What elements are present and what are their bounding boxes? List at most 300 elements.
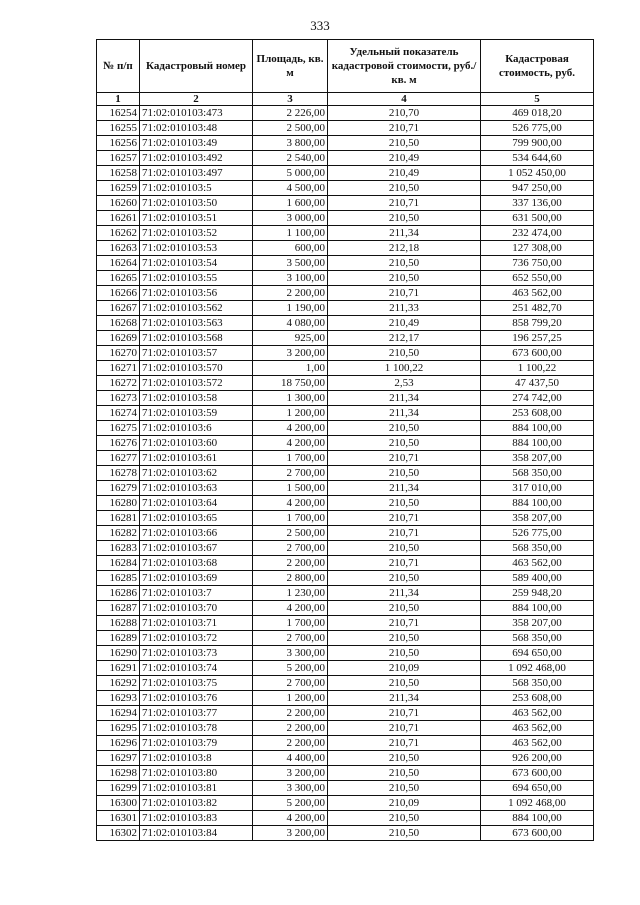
cadastral-value-cell: 337 136,00 [481,196,594,211]
specific-value-cell: 210,50 [328,826,481,841]
specific-value-cell: 210,09 [328,796,481,811]
cadastral-number-cell: 71:02:010103:570 [140,361,253,376]
specific-value-cell: 210,50 [328,676,481,691]
table-row [97,586,594,601]
cadastral-value-cell: 736 750,00 [481,256,594,271]
cadastral-number-cell: 71:02:010103:65 [140,511,253,526]
header-cadastral-value: Кадастровая стоимость, руб. [481,40,594,93]
row-number-cell: 16257 [97,151,140,166]
row-number-cell: 16267 [97,301,140,316]
area-cell: 2 700,00 [253,631,328,646]
page-number: 333 [310,18,330,33]
cadastral-value-cell: 799 900,00 [481,136,594,151]
specific-value-cell: 211,34 [328,691,481,706]
area-cell: 1 190,00 [253,301,328,316]
cadastral-value-cell: 589 400,00 [481,571,594,586]
specific-value-cell: 210,50 [328,811,481,826]
table-row [97,781,594,796]
cadastral-number-cell: 71:02:010103:74 [140,661,253,676]
table-row [97,571,594,586]
area-cell: 4 200,00 [253,436,328,451]
cadastral-number-cell: 71:02:010103:77 [140,706,253,721]
cadastral-number-cell: 71:02:010103:53 [140,241,253,256]
specific-value-cell: 210,71 [328,616,481,631]
column-number-row [97,93,594,106]
specific-value-cell: 210,71 [328,556,481,571]
area-cell: 600,00 [253,241,328,256]
specific-value-cell: 210,50 [328,631,481,646]
cadastral-number-cell: 71:02:010103:73 [140,646,253,661]
cadastral-number-cell: 71:02:010103:59 [140,406,253,421]
specific-value-cell: 210,50 [328,496,481,511]
table-row [97,721,594,736]
cadastral-value-cell: 232 474,00 [481,226,594,241]
specific-value-cell: 210,71 [328,706,481,721]
row-number-cell: 16274 [97,406,140,421]
specific-value-cell: 211,34 [328,586,481,601]
table-row [97,106,594,121]
table-row [97,316,594,331]
specific-value-cell: 210,71 [328,526,481,541]
area-cell: 1 230,00 [253,586,328,601]
specific-value-cell: 210,71 [328,121,481,136]
specific-value-cell: 210,50 [328,181,481,196]
table-row [97,331,594,346]
cadastral-number-cell: 71:02:010103:67 [140,541,253,556]
row-number-cell: 16286 [97,586,140,601]
row-number-cell: 16278 [97,466,140,481]
specific-value-cell: 210,71 [328,286,481,301]
cadastral-number-cell: 71:02:010103:473 [140,106,253,121]
cadastral-value-cell: 1 100,22 [481,361,594,376]
row-number-cell: 16284 [97,556,140,571]
cadastral-value-cell: 274 742,00 [481,391,594,406]
row-number-cell: 16282 [97,526,140,541]
table-row [97,301,594,316]
cadastral-value-cell: 526 775,00 [481,526,594,541]
specific-value-cell: 211,34 [328,391,481,406]
cadastral-number-cell: 71:02:010103:83 [140,811,253,826]
cadastral-number-cell: 71:02:010103:68 [140,556,253,571]
row-number-cell: 16277 [97,451,140,466]
row-number-cell: 16255 [97,121,140,136]
row-number-cell: 16290 [97,646,140,661]
table-row [97,421,594,436]
row-number-cell: 16299 [97,781,140,796]
area-cell: 1 200,00 [253,691,328,706]
cadastral-value-cell: 127 308,00 [481,241,594,256]
table-row [97,361,594,376]
cadastral-number-cell: 71:02:010103:84 [140,826,253,841]
table-row [97,256,594,271]
cadastral-number-cell: 71:02:010103:76 [140,691,253,706]
table-row [97,241,594,256]
area-cell: 925,00 [253,331,328,346]
cadastral-value-cell: 568 350,00 [481,466,594,481]
area-cell: 4 200,00 [253,496,328,511]
specific-value-cell: 210,71 [328,511,481,526]
area-cell: 1 600,00 [253,196,328,211]
table-row [97,541,594,556]
row-number-cell: 16262 [97,226,140,241]
table-row [97,706,594,721]
cadastral-number-cell: 71:02:010103:58 [140,391,253,406]
specific-value-cell: 2,53 [328,376,481,391]
table-row [97,601,594,616]
area-cell: 3 200,00 [253,766,328,781]
cadastral-value-cell: 884 100,00 [481,601,594,616]
table-row [97,736,594,751]
row-number-cell: 16298 [97,766,140,781]
cadastral-value-cell: 259 948,20 [481,586,594,601]
row-number-cell: 16264 [97,256,140,271]
cadastral-value-cell: 251 482,70 [481,301,594,316]
row-number-cell: 16288 [97,616,140,631]
area-cell: 1,00 [253,361,328,376]
area-cell: 2 200,00 [253,556,328,571]
row-number-cell: 16276 [97,436,140,451]
cadastral-number-cell: 71:02:010103:572 [140,376,253,391]
table-row [97,376,594,391]
cadastral-number-cell: 71:02:010103:57 [140,346,253,361]
table-header [97,40,594,106]
cadastral-number-cell: 71:02:010103:61 [140,451,253,466]
table-row [97,181,594,196]
cadastral-value-cell: 947 250,00 [481,181,594,196]
area-cell: 2 700,00 [253,466,328,481]
cadastral-value-cell: 463 562,00 [481,286,594,301]
table-row [97,196,594,211]
header-area: Площадь, кв. м [253,40,328,93]
row-number-cell: 16269 [97,331,140,346]
row-number-cell: 16258 [97,166,140,181]
cadastral-value-cell: 673 600,00 [481,766,594,781]
specific-value-cell: 210,50 [328,271,481,286]
specific-value-cell: 210,50 [328,256,481,271]
cadastral-value-cell: 884 100,00 [481,421,594,436]
cadastral-value-cell: 1 092 468,00 [481,796,594,811]
specific-value-cell: 210,49 [328,166,481,181]
table-row [97,226,594,241]
row-number-cell: 16259 [97,181,140,196]
cadastral-number-cell: 71:02:010103:63 [140,481,253,496]
specific-value-cell: 210,50 [328,781,481,796]
header-row [97,40,594,93]
table-row [97,796,594,811]
cadastral-number-cell: 71:02:010103:54 [140,256,253,271]
row-number-cell: 16281 [97,511,140,526]
specific-value-cell: 210,49 [328,151,481,166]
area-cell: 4 200,00 [253,811,328,826]
area-cell: 1 700,00 [253,451,328,466]
header-cadastral-number: Кадастровый номер [140,40,253,93]
cadastral-value-cell: 1 092 468,00 [481,661,594,676]
area-cell: 2 200,00 [253,706,328,721]
area-cell: 2 200,00 [253,721,328,736]
cadastral-value-cell: 196 257,25 [481,331,594,346]
specific-value-cell: 210,50 [328,601,481,616]
area-cell: 2 540,00 [253,151,328,166]
cadastral-number-cell: 71:02:010103:72 [140,631,253,646]
row-number-cell: 16265 [97,271,140,286]
area-cell: 2 800,00 [253,571,328,586]
row-number-cell: 16270 [97,346,140,361]
table-row [97,211,594,226]
specific-value-cell: 210,50 [328,571,481,586]
row-number-cell: 16292 [97,676,140,691]
table-row [97,166,594,181]
cadastral-number-cell: 71:02:010103:75 [140,676,253,691]
table-row [97,136,594,151]
specific-value-cell: 210,71 [328,451,481,466]
table-row [97,496,594,511]
specific-value-cell: 210,50 [328,766,481,781]
area-cell: 3 100,00 [253,271,328,286]
cadastral-value-cell: 1 052 450,00 [481,166,594,181]
row-number-cell: 16293 [97,691,140,706]
specific-value-cell: 210,50 [328,436,481,451]
cadastral-value-cell: 673 600,00 [481,346,594,361]
specific-value-cell: 210,50 [328,466,481,481]
header-specific-value: Удельный показатель кадастровой стоимости, руб./кв. м [328,40,481,93]
header-row-number: № п/п [97,40,140,93]
table-row [97,406,594,421]
area-cell: 1 700,00 [253,616,328,631]
row-number-cell: 16294 [97,706,140,721]
cadastral-value-cell: 463 562,00 [481,736,594,751]
specific-value-cell: 210,50 [328,346,481,361]
column-number: 5 [481,93,594,106]
cadastral-number-cell: 71:02:010103:7 [140,586,253,601]
table-row [97,481,594,496]
table-row [97,526,594,541]
cadastral-number-cell: 71:02:010103:62 [140,466,253,481]
area-cell: 2 200,00 [253,736,328,751]
specific-value-cell: 210,71 [328,721,481,736]
area-cell: 4 400,00 [253,751,328,766]
specific-value-cell: 210,50 [328,136,481,151]
cadastral-value-cell: 884 100,00 [481,496,594,511]
cadastral-value-cell: 358 207,00 [481,451,594,466]
table-row [97,436,594,451]
area-cell: 2 700,00 [253,676,328,691]
cadastral-value-cell: 534 644,60 [481,151,594,166]
row-number-cell: 16283 [97,541,140,556]
area-cell: 3 800,00 [253,136,328,151]
area-cell: 4 500,00 [253,181,328,196]
row-number-cell: 16271 [97,361,140,376]
specific-value-cell: 210,50 [328,211,481,226]
specific-value-cell: 210,71 [328,736,481,751]
cadastral-number-cell: 71:02:010103:497 [140,166,253,181]
cadastral-number-cell: 71:02:010103:71 [140,616,253,631]
table-body [97,106,594,841]
specific-value-cell: 211,34 [328,226,481,241]
row-number-cell: 16275 [97,421,140,436]
area-cell: 2 226,00 [253,106,328,121]
cadastral-number-cell: 71:02:010103:48 [140,121,253,136]
row-number-cell: 16256 [97,136,140,151]
cadastral-number-cell: 71:02:010103:64 [140,496,253,511]
table-row [97,346,594,361]
specific-value-cell: 1 100,22 [328,361,481,376]
row-number-cell: 16280 [97,496,140,511]
cadastral-number-cell: 71:02:010103:6 [140,421,253,436]
area-cell: 1 500,00 [253,481,328,496]
row-number-cell: 16261 [97,211,140,226]
cadastral-number-cell: 71:02:010103:60 [140,436,253,451]
area-cell: 18 750,00 [253,376,328,391]
table-row [97,286,594,301]
cadastral-value-cell: 317 010,00 [481,481,594,496]
row-number-cell: 16302 [97,826,140,841]
table-row [97,391,594,406]
table-row [97,121,594,136]
cadastral-value-cell: 568 350,00 [481,631,594,646]
cadastral-value-table [96,39,594,841]
column-number: 4 [328,93,481,106]
cadastral-value-cell: 526 775,00 [481,121,594,136]
cadastral-value-cell: 652 550,00 [481,271,594,286]
row-number-cell: 16289 [97,631,140,646]
area-cell: 1 200,00 [253,406,328,421]
cadastral-number-cell: 71:02:010103:70 [140,601,253,616]
table-row [97,556,594,571]
area-cell: 2 700,00 [253,541,328,556]
cadastral-value-cell: 463 562,00 [481,721,594,736]
cadastral-number-cell: 71:02:010103:8 [140,751,253,766]
cadastral-value-cell: 253 608,00 [481,691,594,706]
row-number-cell: 16254 [97,106,140,121]
area-cell: 1 700,00 [253,511,328,526]
cadastral-value-cell: 694 650,00 [481,646,594,661]
specific-value-cell: 212,18 [328,241,481,256]
area-cell: 5 200,00 [253,796,328,811]
table-row [97,751,594,766]
cadastral-number-cell: 71:02:010103:79 [140,736,253,751]
table-row [97,766,594,781]
cadastral-number-cell: 71:02:010103:56 [140,286,253,301]
table-row [97,451,594,466]
area-cell: 3 300,00 [253,781,328,796]
cadastral-number-cell: 71:02:010103:69 [140,571,253,586]
cadastral-number-cell: 71:02:010103:80 [140,766,253,781]
cadastral-value-cell: 358 207,00 [481,511,594,526]
area-cell: 4 200,00 [253,421,328,436]
row-number-cell: 16263 [97,241,140,256]
cadastral-value-cell: 694 650,00 [481,781,594,796]
area-cell: 1 100,00 [253,226,328,241]
table-row [97,616,594,631]
cadastral-number-cell: 71:02:010103:81 [140,781,253,796]
cadastral-number-cell: 71:02:010103:492 [140,151,253,166]
specific-value-cell: 211,33 [328,301,481,316]
table-row [97,661,594,676]
cadastral-number-cell: 71:02:010103:55 [140,271,253,286]
area-cell: 3 000,00 [253,211,328,226]
cadastral-number-cell: 71:02:010103:78 [140,721,253,736]
row-number-cell: 16291 [97,661,140,676]
cadastral-value-cell: 926 200,00 [481,751,594,766]
specific-value-cell: 210,50 [328,421,481,436]
specific-value-cell: 210,71 [328,196,481,211]
cadastral-number-cell: 71:02:010103:562 [140,301,253,316]
table-row [97,151,594,166]
area-cell: 5 000,00 [253,166,328,181]
cadastral-value-cell: 47 437,50 [481,376,594,391]
row-number-cell: 16301 [97,811,140,826]
cadastral-value-cell: 673 600,00 [481,826,594,841]
specific-value-cell: 210,49 [328,316,481,331]
cadastral-number-cell: 71:02:010103:49 [140,136,253,151]
table-row [97,646,594,661]
table-row [97,826,594,841]
cadastral-value-cell: 469 018,20 [481,106,594,121]
row-number-cell: 16268 [97,316,140,331]
cadastral-number-cell: 71:02:010103:82 [140,796,253,811]
area-cell: 2 200,00 [253,286,328,301]
cadastral-value-cell: 568 350,00 [481,541,594,556]
specific-value-cell: 210,50 [328,541,481,556]
area-cell: 4 080,00 [253,316,328,331]
row-number-cell: 16279 [97,481,140,496]
cadastral-number-cell: 71:02:010103:52 [140,226,253,241]
area-cell: 3 300,00 [253,646,328,661]
row-number-cell: 16266 [97,286,140,301]
row-number-cell: 16260 [97,196,140,211]
table-row [97,631,594,646]
cadastral-number-cell: 71:02:010103:568 [140,331,253,346]
row-number-cell: 16272 [97,376,140,391]
cadastral-value-cell: 568 350,00 [481,676,594,691]
area-cell: 4 200,00 [253,601,328,616]
row-number-cell: 16300 [97,796,140,811]
table-row [97,691,594,706]
area-cell: 3 200,00 [253,346,328,361]
column-number: 1 [97,93,140,106]
cadastral-value-cell: 463 562,00 [481,706,594,721]
cadastral-value-cell: 858 799,20 [481,316,594,331]
specific-value-cell: 212,17 [328,331,481,346]
table-row [97,271,594,286]
area-cell: 5 200,00 [253,661,328,676]
specific-value-cell: 210,70 [328,106,481,121]
specific-value-cell: 210,50 [328,751,481,766]
cadastral-number-cell: 71:02:010103:563 [140,316,253,331]
cadastral-number-cell: 71:02:010103:66 [140,526,253,541]
cadastral-value-cell: 253 608,00 [481,406,594,421]
area-cell: 3 200,00 [253,826,328,841]
area-cell: 1 300,00 [253,391,328,406]
table-row [97,466,594,481]
row-number-cell: 16297 [97,751,140,766]
row-number-cell: 16287 [97,601,140,616]
row-number-cell: 16273 [97,391,140,406]
row-number-cell: 16295 [97,721,140,736]
column-number: 3 [253,93,328,106]
cadastral-value-cell: 463 562,00 [481,556,594,571]
row-number-cell: 16296 [97,736,140,751]
cadastral-number-cell: 71:02:010103:51 [140,211,253,226]
cadastral-value-cell: 358 207,00 [481,616,594,631]
area-cell: 2 500,00 [253,121,328,136]
specific-value-cell: 210,50 [328,646,481,661]
area-cell: 3 500,00 [253,256,328,271]
cadastral-value-cell: 884 100,00 [481,436,594,451]
row-number-cell: 16285 [97,571,140,586]
cadastral-number-cell: 71:02:010103:50 [140,196,253,211]
specific-value-cell: 211,34 [328,481,481,496]
